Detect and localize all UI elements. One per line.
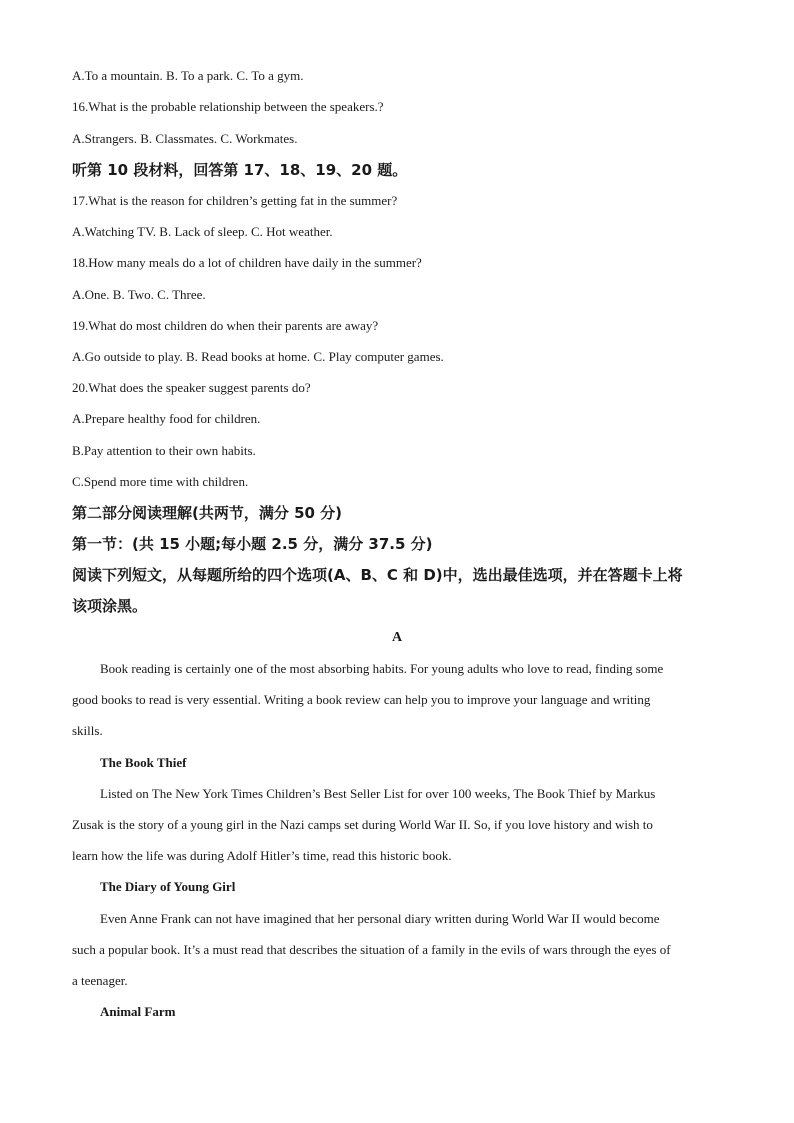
passage-paragraph-2-line-2: Zusak is the story of a young girl in the Nazi camps set during World War II. So, if you love history and wish to xyxy=(72,817,653,832)
q16-options: A.Strangers. B. Classmates. C. Workmates. xyxy=(72,131,298,146)
q15-options: A.To a mountain. B. To a park. C. To a gym. xyxy=(72,68,304,83)
passage-paragraph-2-line-1: Listed on The New York Times Children’s Best Seller List for over 100 weeks, The Book Thief by Markus xyxy=(100,786,656,801)
passage-paragraph-3-line-1: Even Anne Frank can not have imagined that her personal diary written during World War II would become xyxy=(100,911,660,926)
q18-options: A.One. B. Two. C. Three. xyxy=(72,287,206,302)
passage-paragraph-1-line-3: skills. xyxy=(72,723,103,738)
q20-option-a: A.Prepare healthy food for children. xyxy=(72,411,261,426)
q20-option-b: B.Pay attention to their own habits. xyxy=(72,443,256,458)
section-1-heading: 第一节：(共 15 小题;每小题 2.5 分，满分 37.5 分) xyxy=(72,535,433,553)
section-10-heading: 听第 10 段材料，回答第 17、18、19、20 题。 xyxy=(72,161,408,179)
passage-paragraph-3-line-2: such a popular book. It’s a must read that describes the situation of a family in the evils of wars through the eyes of xyxy=(72,942,671,957)
instructions-line-1: 阅读下列短文，从每题所给的四个选项(A、B、C 和 D)中，选出最佳选项，并在答题卡上将 xyxy=(72,566,683,584)
q16-text: 16.What is the probable relationship between the speakers.? xyxy=(72,99,384,114)
passage-paragraph-3-line-3: a teenager. xyxy=(72,973,128,988)
q20-option-c: C.Spend more time with children. xyxy=(72,474,249,489)
q20-text: 20.What does the speaker suggest parents do? xyxy=(72,380,311,395)
passage-paragraph-1-line-2: good books to read is very essential. Writing a book review can help you to improve your language and writing xyxy=(72,692,651,707)
q19-text: 19.What do most children do when their parents are away? xyxy=(72,318,379,333)
q19-options: A.Go outside to play. B. Read books at home. C. Play computer games. xyxy=(72,349,444,364)
passage-paragraph-2-line-3: learn how the life was during Adolf Hitler’s time, read this historic book. xyxy=(72,848,452,863)
book-title-3: Animal Farm xyxy=(100,1004,176,1019)
q17-options: A.Watching TV. B. Lack of sleep. C. Hot weather. xyxy=(72,224,333,239)
passage-label: A xyxy=(391,630,403,645)
instructions-line-2: 该项涂黑。 xyxy=(72,597,148,615)
passage-paragraph-1-line-1: Book reading is certainly one of the most absorbing habits. For young adults who love to read, finding some xyxy=(100,661,664,676)
q18-text: 18.How many meals do a lot of children have daily in the summer? xyxy=(72,255,422,270)
q17-text: 17.What is the reason for children’s getting fat in the summer? xyxy=(72,193,398,208)
part-2-heading: 第二部分阅读理解(共两节，满分 50 分) xyxy=(72,504,343,522)
book-title-2: The Diary of Young Girl xyxy=(100,879,236,894)
book-title-1: The Book Thief xyxy=(100,755,187,770)
